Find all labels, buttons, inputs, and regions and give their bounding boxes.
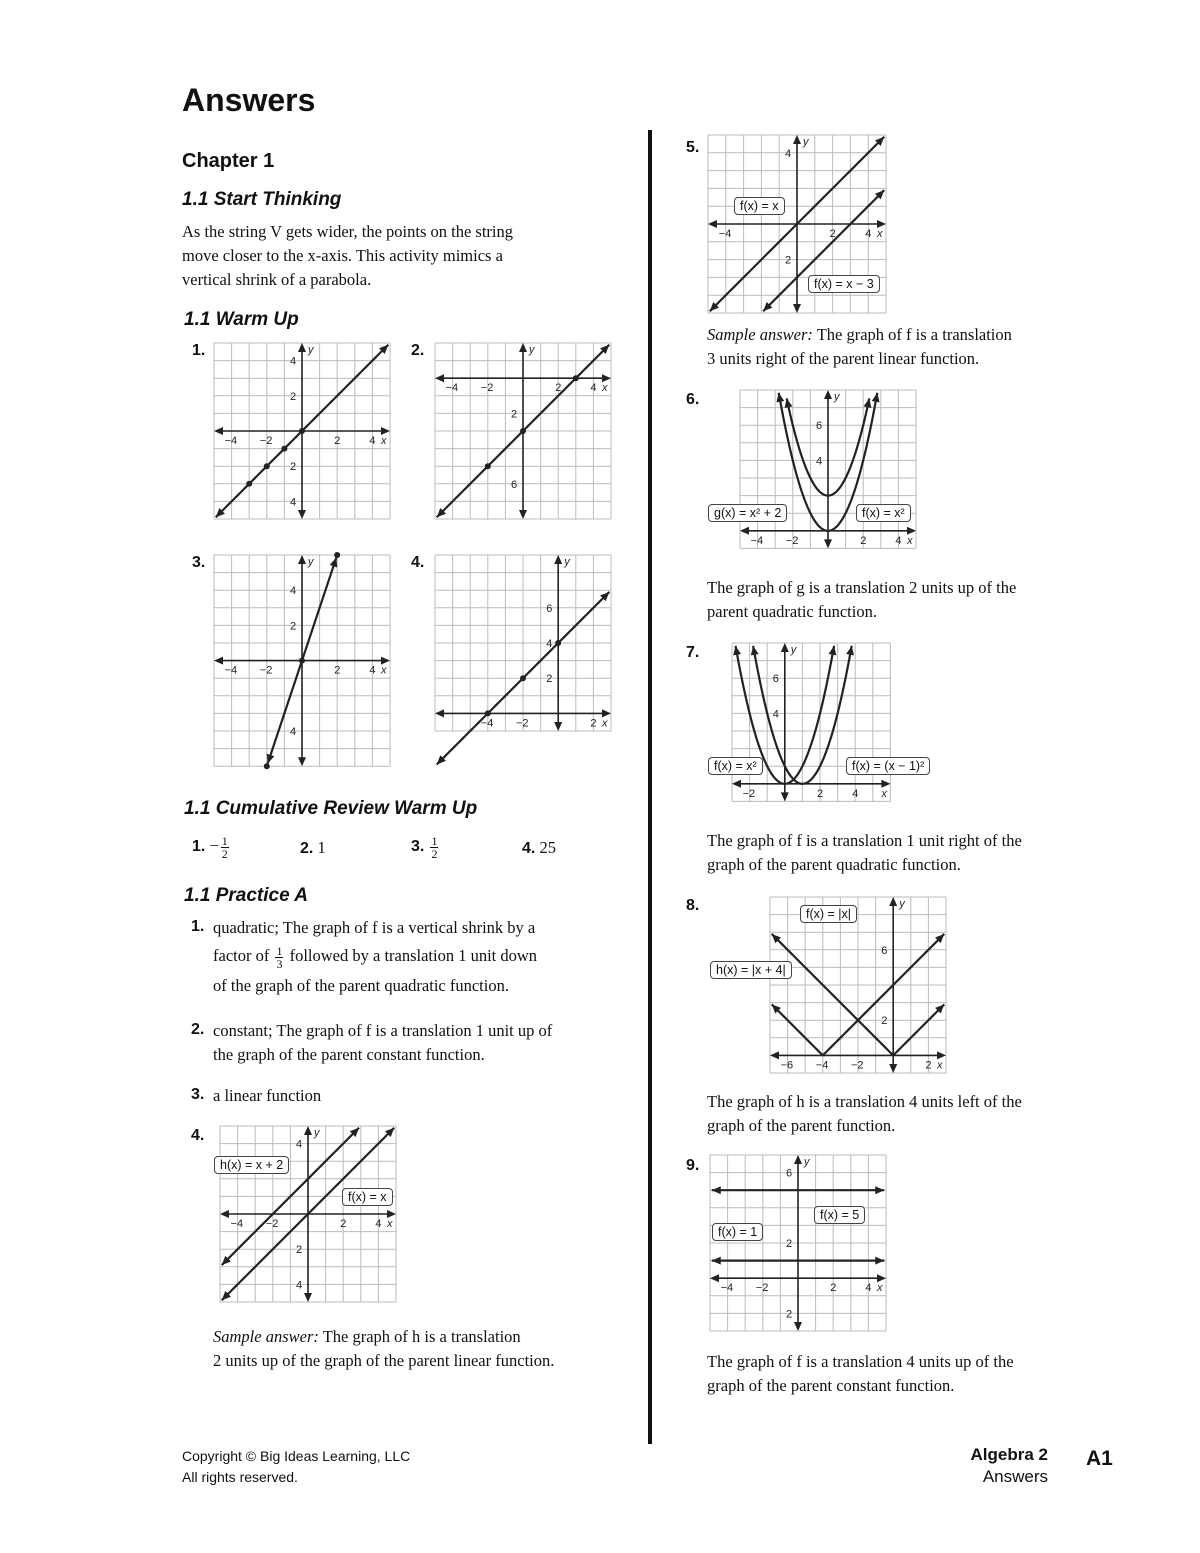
arrowhead (907, 527, 916, 535)
arrowhead (602, 374, 611, 382)
q7-number: 7. (686, 644, 700, 661)
q8-text: The graph of h is a translation 4 units left of the graph of the parent function. (707, 1092, 1022, 1135)
q6-number: 6. (686, 391, 700, 408)
x-tick-label: 4 (865, 228, 872, 240)
y-tick-label: 4 (296, 1138, 303, 1151)
y-tick-label: 6 (816, 420, 823, 433)
y-tick-label: 4 (290, 726, 297, 738)
q6-text: The graph of g is a translation 2 units up of the parent quadratic function. (707, 578, 1017, 621)
practice-4-number: 4. (191, 1127, 205, 1144)
x-tick-label: 2 (925, 1059, 932, 1072)
arrowhead (381, 427, 390, 435)
practice-3-number: 3. (191, 1086, 205, 1103)
warm-up-4-number: 4. (411, 554, 425, 571)
arrowhead (937, 1051, 946, 1059)
label-f-x-squared: f(x) = x² (856, 504, 911, 522)
x-tick-label: −2 (259, 664, 273, 677)
x-tick-label: −4 (815, 1059, 829, 1072)
label-g-x: g(x) = x² + 2 (708, 504, 787, 522)
x-tick-label: 4 (369, 435, 376, 447)
x-tick-label: −4 (480, 717, 494, 730)
arrowhead (864, 398, 872, 408)
x-tick-label: 4 (375, 1218, 382, 1230)
q7-text: The graph of f is a translation 1 unit right of the graph of the parent quadratic function. (707, 831, 1022, 874)
y-tick-label: 6 (772, 673, 779, 686)
warm-up-2-graph (435, 343, 621, 529)
y-tick-label: 6 (786, 1167, 793, 1180)
arrowhead (267, 754, 275, 764)
practice-4-text: Sample answer: The graph of h is a translation 2 units up of the graph of the parent linear function. (213, 1327, 555, 1370)
x-axis-label: x (387, 1218, 393, 1230)
arrowhead (387, 1210, 396, 1218)
practice-3-text: a linear function (213, 1086, 322, 1105)
arrowhead (298, 555, 306, 564)
arrowhead (793, 304, 801, 313)
y-tick-label: 2 (881, 1015, 888, 1028)
y-tick-label: 4 (290, 355, 297, 368)
arrowhead (214, 657, 223, 665)
footer-copyright: Copyright © Big Ideas Learning, LLC All rights reserved. (182, 1448, 411, 1485)
y-tick-label: 4 (772, 708, 779, 721)
x-tick-label: 2 (340, 1218, 347, 1230)
label-f-x-minus-3: f(x) = x − 3 (808, 275, 880, 293)
y-tick-label: 2 (290, 620, 297, 633)
arrowhead (298, 343, 306, 352)
x-tick-label: −4 (224, 435, 238, 447)
label-f-x: f(x) = x (734, 197, 785, 215)
x-tick-label: 4 (895, 534, 902, 547)
footer-page-number: A1 (1086, 1447, 1113, 1470)
arrowhead (554, 555, 562, 564)
q9-graph (710, 1155, 896, 1341)
y-axis-label: y (790, 644, 797, 656)
arrowhead (740, 527, 749, 535)
cumulative-answer-1: 1. − $\frac{1}{2}$ (192, 833, 228, 861)
x-tick-label: 2 (334, 435, 341, 447)
page-title: Answers (182, 82, 316, 118)
arrowhead (846, 646, 854, 656)
arrowhead (712, 1186, 721, 1194)
arrowhead (781, 643, 789, 652)
y-axis-label: y (804, 1156, 810, 1168)
arrowhead (304, 1126, 312, 1135)
y-tick-label: 2 (785, 254, 792, 267)
plotted-point (246, 481, 252, 487)
plotted-point (485, 463, 491, 469)
y-tick-label: 4 (816, 455, 823, 468)
x-tick-label: −4 (720, 1282, 734, 1295)
plotted-point (264, 763, 270, 769)
warm-up-1-graph (214, 343, 400, 529)
label-f-5: f(x) = 5 (814, 1206, 865, 1224)
practice-1-text: quadratic; The graph of f is a vertical shrink by a factor of $\frac{1}{3}$ followed by a translation 1 unit down of the graph of the parent quadratic function. (213, 918, 538, 995)
plotted-point (281, 446, 287, 452)
x-axis-label: x (877, 228, 883, 240)
x-tick-label: −2 (480, 382, 494, 395)
practice-heading: 1.1 Practice A (184, 885, 308, 906)
arrowhead (733, 646, 741, 656)
arrowhead (794, 1155, 802, 1164)
arrowhead (824, 539, 832, 548)
x-axis-label: x (381, 664, 387, 677)
arrowhead (519, 343, 527, 352)
start-thinking-text: As the string V gets wider, the points on the string move closer to the x-axis. This activity mimics a vertical shrink of a parabola. (182, 222, 513, 289)
arrowhead (330, 558, 338, 568)
arrowhead (554, 722, 562, 731)
y-axis-label: y (803, 136, 809, 148)
x-tick-label: 2 (829, 228, 836, 240)
y-axis-label: y (529, 344, 535, 356)
label-f-abs-x: f(x) = |x| (800, 905, 857, 923)
arrowhead (435, 709, 444, 717)
y-tick-label: 2 (290, 461, 297, 474)
y-tick-label: 2 (786, 1308, 793, 1321)
label-h-abs-x-plus-4: h(x) = |x + 4| (710, 961, 792, 979)
arrowhead (877, 1274, 886, 1282)
x-tick-label: −2 (265, 1218, 279, 1230)
y-axis-label: y (834, 391, 840, 403)
q6-graph (740, 390, 926, 558)
x-axis-label: x (937, 1059, 943, 1072)
label-f-x-squared: f(x) = x² (708, 757, 763, 775)
cumulative-answer-3: 3. $\frac{1}{2}$ (411, 833, 438, 861)
warm-up-3-graph (214, 555, 400, 776)
x-tick-label: −4 (230, 1218, 244, 1230)
y-axis-label: y (899, 898, 905, 910)
y-axis-label: y (308, 344, 314, 356)
x-tick-label: 2 (817, 787, 824, 800)
x-tick-label: 2 (830, 1282, 837, 1295)
plotted-point (299, 428, 305, 434)
y-tick-label: 2 (511, 408, 518, 421)
y-tick-label: 4 (290, 585, 297, 598)
cumulative-answer-4: 4. 25 (522, 838, 556, 857)
x-tick-label: 4 (865, 1282, 872, 1295)
x-tick-label: −6 (780, 1059, 794, 1072)
arrowhead (872, 393, 880, 403)
y-tick-label: 4 (290, 496, 297, 509)
warm-up-3-number: 3. (192, 554, 206, 571)
x-tick-label: 2 (555, 382, 562, 395)
x-tick-label: −2 (851, 1059, 864, 1072)
y-tick-label: 6 (511, 478, 518, 491)
label-f-x: f(x) = x (342, 1188, 393, 1206)
x-tick-label: −2 (516, 717, 529, 730)
x-tick-label: 2 (334, 664, 341, 677)
x-axis-label: x (602, 717, 608, 730)
plotted-point (555, 640, 561, 646)
arrowhead (875, 1257, 884, 1265)
arrowhead (776, 393, 784, 403)
y-tick-label: 6 (546, 602, 553, 615)
q5-graph (708, 135, 896, 323)
x-tick-label: −4 (718, 228, 732, 240)
y-axis-label: y (308, 556, 314, 568)
arrowhead (712, 1257, 721, 1265)
q8-graph (770, 897, 956, 1083)
y-axis-label: y (314, 1127, 320, 1139)
label-h-x-plus-2: h(x) = x + 2 (214, 1156, 289, 1174)
practice-2-text: constant; The graph of f is a translation 1 unit up of the graph of the parent constant function. (213, 1021, 553, 1064)
q9-text: The graph of f is a translation 4 units up of the graph of the parent constant function. (707, 1352, 1014, 1395)
x-tick-label: −4 (445, 382, 459, 395)
practice-1-number: 1. (191, 918, 205, 935)
x-tick-label: −2 (785, 534, 799, 547)
label-f-1: f(x) = 1 (712, 1223, 763, 1241)
arrowhead (732, 780, 741, 788)
warm-up-heading: 1.1 Warm Up (184, 309, 299, 330)
arrowhead (298, 757, 306, 766)
q5-text: Sample answer: The graph of f is a translation 3 units right of the parent linear function. (707, 325, 1012, 368)
start-thinking-heading: 1.1 Start Thinking (182, 189, 342, 210)
arrowhead (519, 510, 527, 519)
arrowhead (304, 1293, 312, 1302)
cumulative-heading: 1.1 Cumulative Review Warm Up (184, 798, 478, 819)
y-tick-label: 4 (785, 147, 792, 160)
label-f-x-minus-1-squared: f(x) = (x − 1)² (846, 757, 930, 775)
x-axis-label: x (907, 534, 913, 547)
q9-number: 9. (686, 1157, 700, 1174)
q5-number: 5. (686, 139, 700, 156)
plotted-point (299, 658, 305, 664)
warm-up-2-number: 2. (411, 342, 425, 359)
arrowhead (824, 390, 832, 399)
x-tick-label: −2 (755, 1282, 769, 1295)
y-tick-label: 4 (296, 1279, 303, 1292)
plotted-point (485, 710, 491, 716)
chapter-heading: Chapter 1 (182, 150, 275, 172)
arrowhead (602, 709, 611, 717)
arrowhead (889, 897, 897, 906)
arrowhead (881, 780, 890, 788)
arrowhead (875, 1186, 884, 1194)
x-tick-label: −4 (750, 534, 764, 547)
warm-up-4-graph (435, 555, 621, 741)
y-axis-label: y (564, 556, 570, 568)
arrowhead (877, 220, 886, 228)
arrowhead (298, 510, 306, 519)
plotted-point (520, 675, 526, 681)
warm-up-1-number: 1. (192, 342, 206, 359)
x-axis-label: x (881, 787, 887, 800)
q7-graph (732, 643, 900, 811)
y-tick-label: 2 (786, 1238, 793, 1250)
arrowhead (708, 220, 717, 228)
x-axis-label: x (602, 382, 608, 395)
y-tick-label: 6 (881, 944, 888, 957)
y-tick-label: 2 (546, 673, 553, 686)
x-tick-label: −2 (742, 787, 756, 800)
x-axis-label: x (877, 1282, 883, 1295)
q8-number: 8. (686, 897, 700, 914)
x-tick-label: 4 (590, 382, 597, 395)
x-tick-label: 4 (369, 664, 376, 677)
plotted-point (264, 463, 270, 469)
arrowhead (710, 1274, 719, 1282)
x-tick-label: 4 (852, 787, 859, 800)
arrowhead (781, 792, 789, 801)
plotted-point (573, 375, 579, 381)
x-tick-label: 2 (860, 534, 867, 547)
y-tick-label: 2 (296, 1244, 303, 1257)
y-tick-label: 2 (290, 390, 297, 403)
column-divider (648, 130, 652, 1444)
arrowhead (770, 1051, 779, 1059)
arrowhead (214, 427, 223, 435)
footer-book: Algebra 2 Answers (970, 1445, 1048, 1486)
arrowhead (793, 135, 801, 144)
arrowhead (889, 1064, 897, 1073)
arrowhead (751, 646, 759, 656)
arrowhead (381, 657, 390, 665)
practice-2-number: 2. (191, 1021, 205, 1038)
y-tick-label: 4 (546, 638, 553, 650)
arrowhead (794, 1322, 802, 1331)
arrowhead (435, 374, 444, 382)
practice-4-graph (220, 1126, 406, 1312)
x-axis-label: x (381, 435, 387, 447)
cumulative-answer-2: 2. 1 (300, 838, 326, 857)
x-tick-label: −2 (259, 435, 273, 447)
plotted-point (520, 428, 526, 434)
arrowhead (785, 398, 793, 408)
x-tick-label: 2 (590, 717, 597, 730)
plotted-point (334, 552, 340, 558)
x-tick-label: −4 (224, 664, 238, 677)
arrowhead (829, 646, 837, 656)
arrowhead (220, 1210, 229, 1218)
